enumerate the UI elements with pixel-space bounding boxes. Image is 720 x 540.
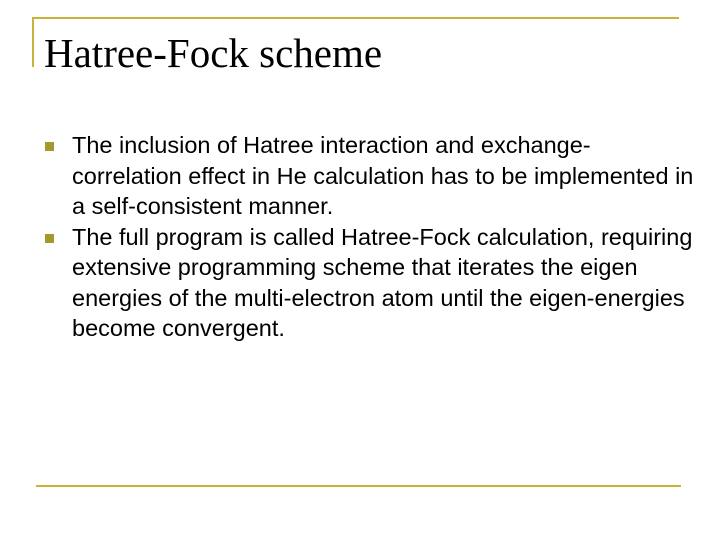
square-bullet-icon [45, 234, 54, 243]
bullet-text: The full program is called Hatree-Fock calculation, requiring extensive programming scheme that iterates the eigen energies of the multi-electron atom until the eigen-energies become convergent. [72, 223, 693, 341]
slide-title: Hatree-Fock scheme [44, 30, 383, 76]
bullet-text: The inclusion of Hatree interaction and exchange-correlation effect in He calculation has to be implemented in a self-consistent manner. [72, 132, 694, 219]
footer-rule [36, 485, 681, 487]
square-bullet-icon [45, 142, 54, 151]
bullet-item [44, 130, 694, 222]
bullet-item [44, 222, 694, 344]
bullet-list [44, 130, 694, 344]
title-frame-left-rule [32, 17, 34, 67]
title-frame-top-rule [32, 17, 679, 19]
